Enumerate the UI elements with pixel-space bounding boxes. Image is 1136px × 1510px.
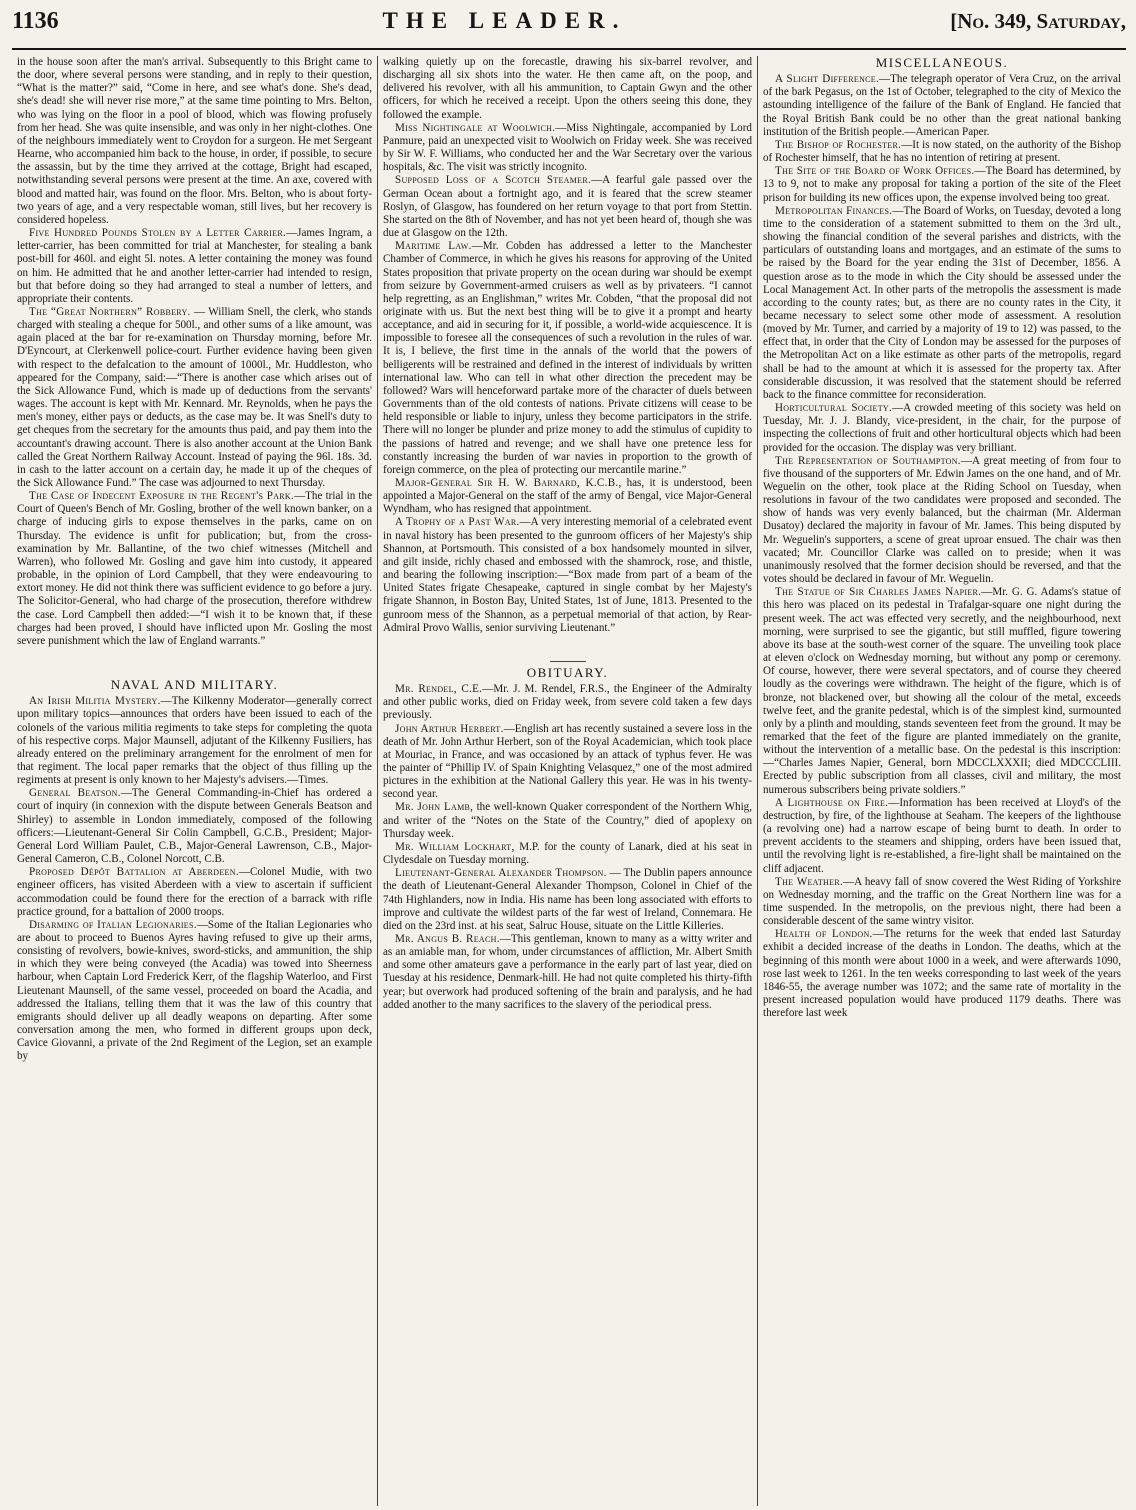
article-heading: The Site of the Board of Work Offices. xyxy=(775,165,975,178)
article-heading: General Beatson. xyxy=(29,787,121,800)
article-body: —A fearful gale passed over the German Ocean about a fortnight ago, and it is feared that the screw steamer Roslyn, of Glasgow, has foundered on her return voyage to that port from Stettin. She started on the 8th of November, and has not yet been heard of, though she was due at Glasgow on the 12th. xyxy=(383,174,752,240)
article-heading: Supposed Loss of a Scotch Steamer. xyxy=(395,174,592,187)
article-heading: Horticultural Society. xyxy=(775,402,893,415)
article-body: —James Ingram, a letter-carrier, has been committed for trial at Manchester, for stealing a bank post-bill for 460l. and eight 5l. notes. A letter containing the money was found on him. He admitted that he and another letter-carrier had intended to resign, but that before doing so they had arranged to steal a number of letters, and appropriate their contents. xyxy=(17,227,372,305)
article xyxy=(383,240,752,477)
article-heading: The Statue of Sir Charles James Napier. xyxy=(775,586,982,599)
article-heading: The Weather. xyxy=(775,875,844,888)
article-body: — William Snell, the clerk, who stands charged with stealing a cheque for 500l., and other sums of a like amount, was again placed at the bar for re-examination on Thursday morning, before Mr. D'Eyncourt, at Clerkenwell police-court. Further evidence having been given with respect to the defalcation to the amount of 1000l., Mr. Huddleston, who appeared for the Company, said:—“There is another case which arises out of the Sick Allowance Fund, which is made up of deductions from the servants' wages. The account is kept with Mr. Kennard. Mr. Reynolds, when he pays the men's money, either pays or deducts, as the case may be. It was Snell's duty to get cheques from the secretary for the amounts thus paid, and pay them into the accountant's drawing account. There is also another account at the Union Bank called the Great Northern Railway Account. Instead of paying the 96l. 18s. 3d. in cash to the latter account on a certain day, he made it up of the cheques of the Sick Allowance Fund.” The case was adjourned to next Thursday. xyxy=(17,305,372,489)
article-heading: A Slight Difference. xyxy=(775,73,880,86)
article-heading: The Representation of Southampton. xyxy=(775,454,961,467)
newspaper-title: THE LEADER. xyxy=(382,8,627,33)
article xyxy=(383,516,752,634)
article xyxy=(17,306,372,490)
article-heading: Lieutenant-General Alexander Thompson. xyxy=(395,867,607,880)
article-heading: A Trophy of a Past War. xyxy=(395,516,520,529)
article-body: —Information has been received at Lloyd's of the destruction, by fire, of the lighthouse at Seaham. The keepers of the lighthouse (a revolving one) had a narrow escape of being burnt to death. In order to prevent accidents to the steamers and shipping, orders have been issued that, until the revolving light is re-established, a fire-light shall be maintained on the cliff adjacent. xyxy=(763,796,1121,875)
article-heading: Proposed Dépôt Battalion at Aberdeen. xyxy=(29,866,239,879)
article-heading: Major-General Sir H. W. Barnard, K.C.B. xyxy=(395,477,619,489)
article-heading: Miss Nightingale at Woolwich. xyxy=(395,121,556,134)
article-heading: The “Great Northern” Robbery. xyxy=(29,305,191,318)
column-1 xyxy=(12,56,377,1506)
article-body: —Mr. J. M. Rendel, F.R.S., the Engineer of the Admiralty and other public works, died on Friday week, from severe cold taken a few days previously. xyxy=(383,683,752,722)
article xyxy=(763,139,1121,165)
section-title-naval: NAVAL AND MILITARY. xyxy=(110,677,279,693)
article-heading: An Irish Militia Mystery. xyxy=(29,695,161,708)
article xyxy=(763,876,1121,929)
article xyxy=(383,867,752,933)
article xyxy=(763,165,1121,204)
lead-paragraph: in the house soon after the man's arrival. Subsequently to this Bright came to the door, where several persons were standing, and in reply to their question, “What is the matter?” said, “Come in here, and see what's done. She's dead, she's dead! she will never rise more,” at the same time pointing to Mrs. Belton, who was lying on the floor in a pool of blood, which was flowing profusely from her head. She was quite insensible, and was only in her night-clothes. One of the neighbours immediately went to Croydon for a surgeon. He met Sergeant Hearne, who accompanied him back to the house, in order, if possible, to secure the assassin, but by the time they arrived at the cottage, Bright had escaped, notwithstanding several persons were present at the time. An axe, covered with blood and matted hair, was found on the floor. Mrs. Belton, who is about forty-two years of age, and a very respectable woman, still lives, but her recovery is considered hopeless. xyxy=(17,56,372,226)
article-heading: Mr. William Lockhart, xyxy=(395,840,515,853)
article-body: —The trial in the Court of Queen's Bench of Mr. Gosling, brother of the well known banker, on a charge of inducing girls to expose themselves in the parks, came on on Thursday. The evidence is unfit for publication; but, from the cross-examination by Mr. Ballantine, of the two chief witnesses (Mitchell and Warren), who followed Mr. Gosling and gave him into custody, it appeared probable, in the opinion of Lord Campbell, that they were endeavouring to extort money. He did not think there was sufficient evidence to go before a jury. The Solicitor-General, who had charge of the prosecution, therefore withdrew the case. Lord Campbell then added:—“I wish it to be known that, if these charges had been proved, I should have inflicted upon Mr. Gosling the most severe punishment which the law of England warrants.” xyxy=(17,490,372,647)
article xyxy=(383,174,752,240)
article xyxy=(17,695,372,787)
section-divider xyxy=(550,661,586,662)
article xyxy=(383,122,752,175)
article xyxy=(17,490,372,648)
article xyxy=(383,477,752,516)
article-body: —Colonel Mudie, with two engineer officers, has visited Aberdeen with a view to ascertain if sufficient accommodation could be found there for the erection of a barrack with rifle practice ground, for a battalion of 2000 troops. xyxy=(17,866,372,918)
article xyxy=(763,586,1121,797)
page-number: 1136 xyxy=(12,8,59,34)
article xyxy=(383,683,752,722)
issue-label: [No. 349, Saturday, xyxy=(950,9,1126,33)
article-heading: A Lighthouse on Fire. xyxy=(775,796,889,809)
article xyxy=(383,841,752,867)
article xyxy=(763,402,1121,455)
article-body: —A crowded meeting of this society was held on Tuesday, Mr. J. J. Blandy, vice-president, in the chair, for the purpose of inspecting the collections of fruit and other horticultural objects which had been provided for the occasion. The display was very brilliant. xyxy=(763,402,1121,454)
article-heading: Mr. Rendel, C.E. xyxy=(395,683,483,696)
article-body: —The General Commanding-in-Chief has ordered a court of inquiry (in connexion with the dispute between Generals Beatson and Shirley) to assemble in London immediately, composed of the following officers:—Lieutenant-General Sir Colin Campbell, G.C.B., President; Major-General Lord William Paulet, C.B., Major-General Lawrenson, C.B., Major-General Cameron, C.B., Colonel Norcott, C.B. xyxy=(17,787,373,866)
article-body: —A heavy fall of snow covered the West Riding of Yorkshire on Wednesday morning, and the traffic on the Great Northern line was for a time suspended. In the metropolis, on the previous night, there had been a considerable descent of the same wintry visitor. xyxy=(763,875,1121,928)
article-body: , has, it is understood, been appointed a Major-General on the staff of the army of Bengal, vice Major-General Wyndham, who has resigned that appointment. xyxy=(383,477,752,516)
article-heading: The Bishop of Rochester. xyxy=(775,138,902,151)
article-body: —Mr. Cobden has addressed a letter to the Manchester Chamber of Commerce, in which he gives his reasons for approving of the United States proposition that private property on the ocean during war should be exempt from seizure by Government-armed cruisers as well as by privateers. “I cannot help regretting, as an Englishman,” writes Mr. Cobden, “that the proposal did not originate with us. But the next best thing will be to give it a prompt and hearty acceptance, and aid in securing for it, if possible, a world-wide acquiescence. It is impossible to foresee all the consequences of such a revolution in the rules of war. It is, I believe, the first time in the annals of the world that the powers of belligerents will be restrained and defined in the interest of individuals by written international law. Who can tell in what other direction the precedent may be followed? Wars will henceforward partake more of the character of duels between Governments than of the old contests of nations. Private citizens will cease to be held responsible or liable to injury, unless they become participators in the strife. There will no longer be plunder and prize money to add the stimulus of cupidity to the passions of hatred and revenge; and we shall have one pretence less for constantly increasing the burden of war navies in proportion to the growth of foreign commerce, on the plea of protecting our mercantile marine.” xyxy=(383,240,752,476)
article xyxy=(17,227,372,306)
article-heading: Mr. John Lamb, xyxy=(395,801,474,814)
article xyxy=(17,787,372,866)
article xyxy=(763,455,1121,587)
article xyxy=(383,933,752,1012)
column-2 xyxy=(377,56,757,1506)
article-body: the well-known Quaker correspondent of the Northern Whig, and writer of the “Notes on the State of the Country,” died of apoplexy on Thursday week. xyxy=(383,801,752,840)
article-heading: Disarming of Italian Legionaries. xyxy=(29,918,197,931)
column-3 xyxy=(757,56,1126,1506)
article xyxy=(17,866,372,919)
article-body: —The Kilkenny Moderator—generally correct upon military topics—announces that orders have been issued to each of the colonels of the various militia regiments to take steps for completing the quota of his respective corps. Major Maunsell, adjutant of the Kilkenny Fusiliers, has already entered on the preliminary arrangement for the enrolment of men for that regiment. The local paper remarks that the object of thus filling up the regiments at present is only known to her Majesty's advisers.—Times. xyxy=(17,695,372,787)
article-heading: Metropolitan Finances. xyxy=(775,204,893,217)
article-heading: Health of London. xyxy=(775,928,873,941)
article xyxy=(383,801,752,840)
article-body: —This gentleman, known to many as a witty writer and as an amiable man, for whom, under circumstances of affliction, Mr. Albert Smith and some other amateurs gave a performance in the early part of last year, died on Tuesday at his residence, Denmark-hill. He had not quite completed his thirty-fifth year; but overwork had produced softening of the brain and paralysis, and he had added another to the many sacrifices to the slavery of the periodical press. xyxy=(383,933,752,1011)
article-body: —Miss Nightingale, accompanied by Lord Panmure, paid an unexpected visit to Woolwich on Friday week. She was received by Sir W. F. Williams, who conducted her and the War Secretary over the various hospitals, &c. The visit was strictly incognito. xyxy=(383,121,752,174)
article-body: —The telegraph operator of Vera Cruz, on the arrival of the bark Pegasus, on the 1st of October, telegraphed to the city of Mexico the astounding intelligence of the failure of the Bank of England. He fancied that the Royal British Bank could be no other than the great national banking institution of the British people.—American Paper. xyxy=(763,73,1121,138)
article-body: M.P. for the county of Lanark, died at his seat in Clydesdale on Tuesday morning. xyxy=(383,840,752,867)
article xyxy=(763,73,1121,139)
article-body: —A very interesting memorial of a celebrated event in naval history has been presented to the gunroom officers of her Majesty's ship Shannon, at Portsmouth. This consisted of a box handsomely mounted in silver, and gilt inside, richly chased and embossed with the shamrock, rose, and thistle, and bearing the following inscription:—“Box made from part of a beam of the United States frigate Chesapeake, captured in single combat by her Majesty's frigate Shannon, in Boston Bay, United States, 1st of June, 1813. Presented to the gunroom mess of the Shannon, as a perpetual memorial of that action, by Rear-Admiral Provo Wallis, senior surviving Lieutenant.” xyxy=(383,516,752,634)
article-heading: The Case of Indecent Exposure in the Regent's Park. xyxy=(29,490,295,503)
article xyxy=(763,205,1121,402)
article-body: —The returns for the week that ended last Saturday exhibit a decided increase of the deaths in London. The deaths, which at the beginning of this month were about 1000 in a week, and were afterwards 1090, rose last week to 1261. In the ten weeks corresponding to last week of the years 1846-55, the average number was 1072; and the same rate of mortality in the present increased population would have produced 1179 deaths. There was therefore last week xyxy=(763,928,1121,1020)
section-title-obituary: OBITUARY. xyxy=(526,664,609,680)
article-heading: John Arthur Herbert. xyxy=(395,722,504,735)
article-heading: Maritime Law. xyxy=(395,240,472,253)
article xyxy=(763,797,1121,876)
article-heading: Mr. Angus B. Reach. xyxy=(395,933,500,945)
article-body: —English art has recently sustained a severe loss in the death of Mr. John Arthur Herbert, son of the Royal Academician, which took place at Mouriac, in France, and was occasioned by an attack of typhus fever. He was the painter of “Phillip IV. of Spain Knighting Velasquez,” one of the most admired pictures in the exhibition at the National Gallery this year. He was in his twenty-second year. xyxy=(383,722,753,801)
article-body: —The Board of Works, on Tuesday, devoted a long time to the consideration of a statement submitted to them on the 3rd ult., showing the financial condition of the several parishes and districts, with the particulars of outstanding loans and mortgages, and an estimate of the sums to be raised by the Board for the year ending the 31st of December, 1856. A question arose as to the mode in which the City should be assessed under the Local Management Act. In other parts of the metropolis the assessment is made according to the county rates; but, as there are no county rates in the City, it became necessary to select some other mode of assessment. A resolution (moved by Mr. Turner, and carried by a majority of 19 to 12) was passed, to the effect that, in order that the City of London may be assessed for the purposes of the Metropolitan Act on a like estimate as other parts of the metropolis, regard shall be had to the amount at which it is assessed for the property tax. After considerable discussion, it was resolved that the statement should be referred back to the finance committee for reconsideration. xyxy=(763,204,1121,401)
article-body: —The Board has determined, by 13 to 9, not to make any proposal for taking a portion of the site of the Fleet prison for building its new offices upon, the expense involved being too great. xyxy=(763,165,1121,204)
article-body: —Some of the Italian Legionaries who are about to proceed to Buenos Ayres having refused to give up their arms, consisting of revolvers, bowie-knives, sword-sticks, and ammunition, the ship in which they were being conveyed (the Acadia) was towed into Sheerness harbour, when Captain Lord Frederick Kerr, of the flagship Waterloo, and First Lieutenant Maunsell, of the same vessel, proceeded on board the Acadia, and addressed the Italians, telling them that it was the law of this country that emigrants should deliver up all deadly weapons on departing. After some conversation among the men, who formed in different groups upon deck, Cavice Giovanni, a private of the 2nd Regiment of the Legion, set an example by xyxy=(17,918,372,1063)
article-body: — The Dublin papers announce the death of Lieutenant-General Alexander Thompson, Colonel in Chief of the 74th Highlanders, now in India. His name has been long associated with efforts to improve and cultivate the wildest parts of the far west of Ireland, Connemara. He died on the 23rd inst. at his seat, Salruc House, situate on the Little Killeries. xyxy=(383,867,752,932)
section-title-miscellaneous: MISCELLANEOUS. xyxy=(875,56,1009,70)
columns xyxy=(12,56,1126,1506)
article-body: —It is now stated, on the authority of the Bishop of Rochester himself, that he has no intention of retiring at present. xyxy=(763,138,1122,165)
lead-paragraph: walking quietly up on the forecastle, drawing his six-barrel revolver, and discharging all six shots into the water. He then came aft, on the poop, and delivered his revolver, with all his ammunition, to Captain Gwyn and the other officers, for which he received a receipt. Upon the others seeing this done, they followed the example. xyxy=(383,56,752,121)
article xyxy=(17,919,372,1064)
article xyxy=(383,723,752,802)
article-heading: Five Hundred Pounds Stolen by a Letter Carrier. xyxy=(29,227,287,240)
masthead xyxy=(12,8,1126,50)
article-body: —A great meeting of from four to five thousand of the supporters of Mr. Edwin James on the one hand, and of Mr. Weguelin on the other, took place at the Riding School on Tuesday, when resolutions in favour of the two candidates were proposed and seconded. The show of hands was very evenly balanced, but the chairman (Mr. Alderman Dusatoy) declared the majority in favour of Mr. James. This being disputed by Mr. Weguelin's supporters, a scene of great uproar ensued. The chair was then vacated; Mr. Councillor Clarke was called on to preside; when it was unanimously resolved that the former decision should be reversed, and that the votes should be declared in favour of Mr. Weguelin. xyxy=(763,454,1121,586)
article-body: —Mr. G. G. Adams's statue of this hero was placed on its pedestal in Trafalgar-square one night during the present week. The act was effected very secretly, and the neighbourhood, next morning, were surprised to see the gigantic, but still muffled, figure towering above its base at the south-west corner of the square. The unveiling took place at eleven o'clock on Wednesday morning, but without any pomp or ceremony. Of course, however, there were several spectators, and of course they cheered loudly as the coverings were withdrawn. The height of the figure, which is of bronze, not blackened over, but showing all the colour of the metal, exceeds twelve feet, and the granite pedestal, which is of the simplest kind, surmounted only by a plinth and moulding, stands seventeen feet from the ground. It may be remarked that the feet of the figure are planted immediately on the granite, without the intervention of a metallic base. On the pedestal is this inscription:—“Charles James Napier, General, born MDCCLXXXII; died MDCCCLIII. Erected by public subscription from all classes, civil and military, the most numerous subscribers being private soldiers.” xyxy=(763,586,1121,796)
article xyxy=(763,928,1121,1020)
